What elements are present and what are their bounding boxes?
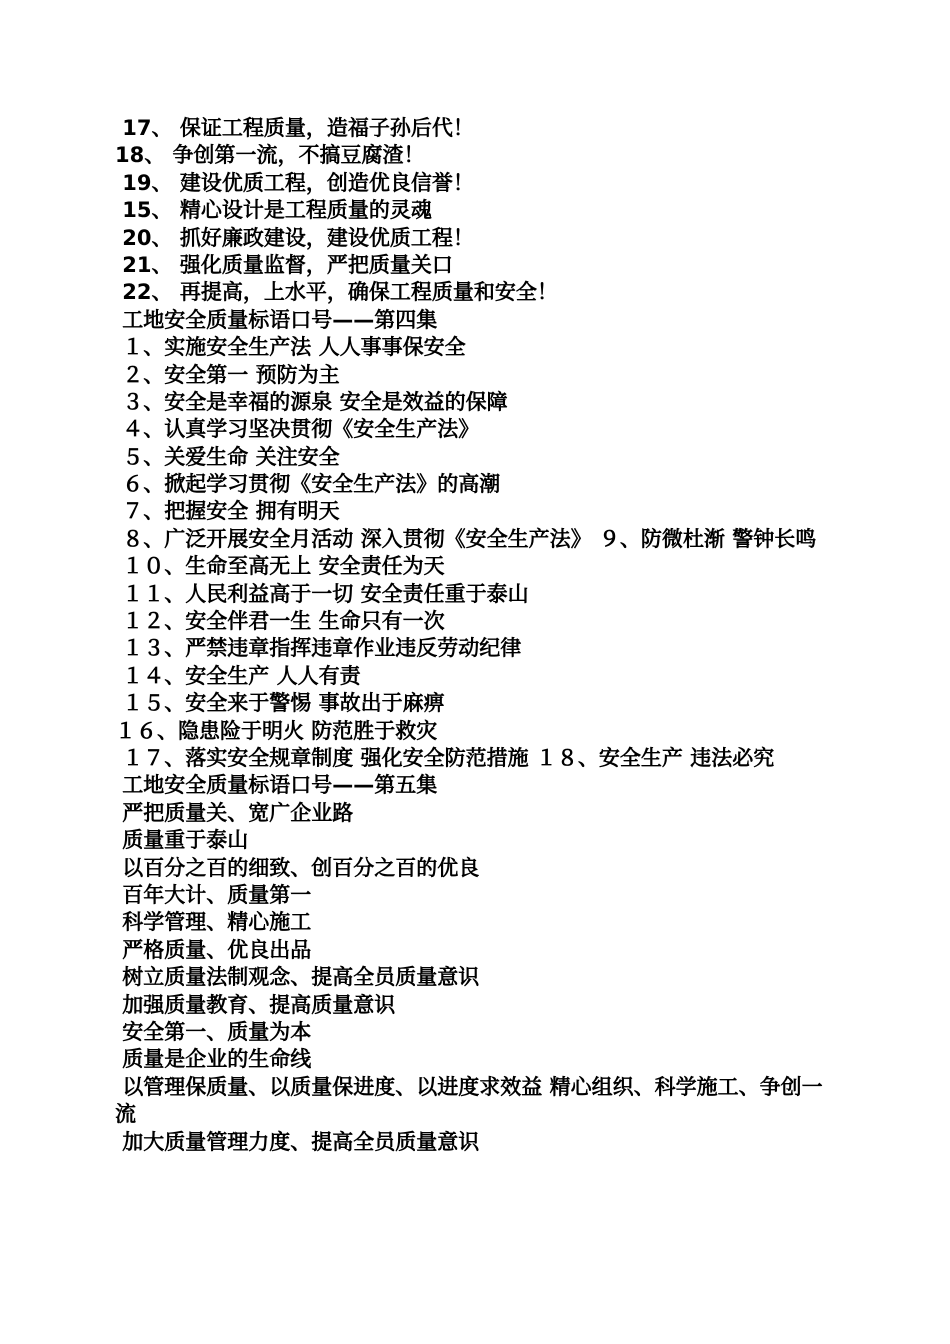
slogan-line: １３、严禁违章指挥违章作业违反劳动纪律 [115, 636, 522, 661]
slogan-line: ６、掀起学习贯彻《安全生产法》的高潮 [115, 472, 501, 497]
slogan-line: 严格质量、优良出品 [115, 937, 312, 962]
slogan-line: 18、 争创第一流，不搞豆腐渣！ [115, 143, 425, 168]
slogan-line: 质量是企业的生命线 [115, 1047, 312, 1072]
slogan-line: １２、安全伴君一生 生命只有一次 [115, 609, 445, 634]
slogan-line: 20、 抓好廉政建设，建设优质工程！ [115, 225, 474, 250]
slogan-line: 21、 强化质量监督，严把质量关口 [115, 252, 453, 277]
slogan-line: ７、把握安全 拥有明天 [115, 499, 340, 524]
slogan-line: １４、安全生产 人人有责 [115, 663, 361, 688]
slogan-line: 质量重于泰山 [115, 828, 249, 853]
slogan-line: １７、落实安全规章制度 强化安全防范措施 １８、安全生产 违法必究 [115, 746, 775, 770]
slogan-line: 树立质量法制观念、提高全员质量意识 [115, 965, 480, 990]
slogan-line: 19、 建设优质工程，创造优良信誉！ [115, 170, 474, 195]
section-heading: 工地安全质量标语口号——第四集 [115, 307, 438, 332]
slogan-line: 17、 保证工程质量，造福子孙后代！ [115, 116, 474, 140]
slogan-line: ２、安全第一 预防为主 [115, 362, 340, 387]
slogan-line: 以管理保质量、以质量保进度、以进度求效益 精心组织、科学施工、争创一流 [115, 1074, 823, 1127]
slogan-line: ４、认真学习坚决贯彻《安全生产法》 [115, 417, 480, 442]
section-heading: 工地安全质量标语口号——第五集 [115, 773, 438, 798]
slogan-line: ８、广泛开展安全月活动 深入贯彻《安全生产法》 ９、防微杜渐 警钟长鸣 [115, 526, 817, 551]
slogan-list [115, 115, 835, 1156]
slogan-line: １６、隐患险于明火 防范胜于救灾 [115, 718, 438, 743]
slogan-line: ５、关爱生命 关注安全 [115, 444, 340, 469]
slogan-line: ３、安全是幸福的源泉 安全是效益的保障 [115, 389, 508, 414]
slogan-line: １１、人民利益高于一切 安全责任重于泰山 [115, 581, 529, 606]
slogan-line: 22、 再提高，上水平，确保工程质量和安全！ [115, 280, 558, 305]
slogan-line: １５、安全来于警惕 事故出于麻痹 [115, 691, 445, 716]
slogan-line: 百年大计、质量第一 [115, 882, 312, 907]
slogan-line: 加大质量管理力度、提高全员质量意识 [115, 1129, 480, 1154]
slogan-line: 15、 精心设计是工程质量的灵魂 [115, 198, 432, 223]
slogan-line: 严把质量关、宽广企业路 [115, 800, 354, 825]
slogan-line: １、实施安全生产法 人人事事保安全 [115, 335, 466, 360]
slogan-line: １０、生命至高无上 安全责任为天 [115, 554, 445, 579]
slogan-line: 科学管理、精心施工 [115, 910, 312, 935]
slogan-line: 安全第一、质量为本 [115, 1019, 312, 1044]
slogan-line: 加强质量教育、提高质量意识 [115, 992, 396, 1017]
slogan-line: 以百分之百的细致、创百分之百的优良 [115, 855, 480, 880]
